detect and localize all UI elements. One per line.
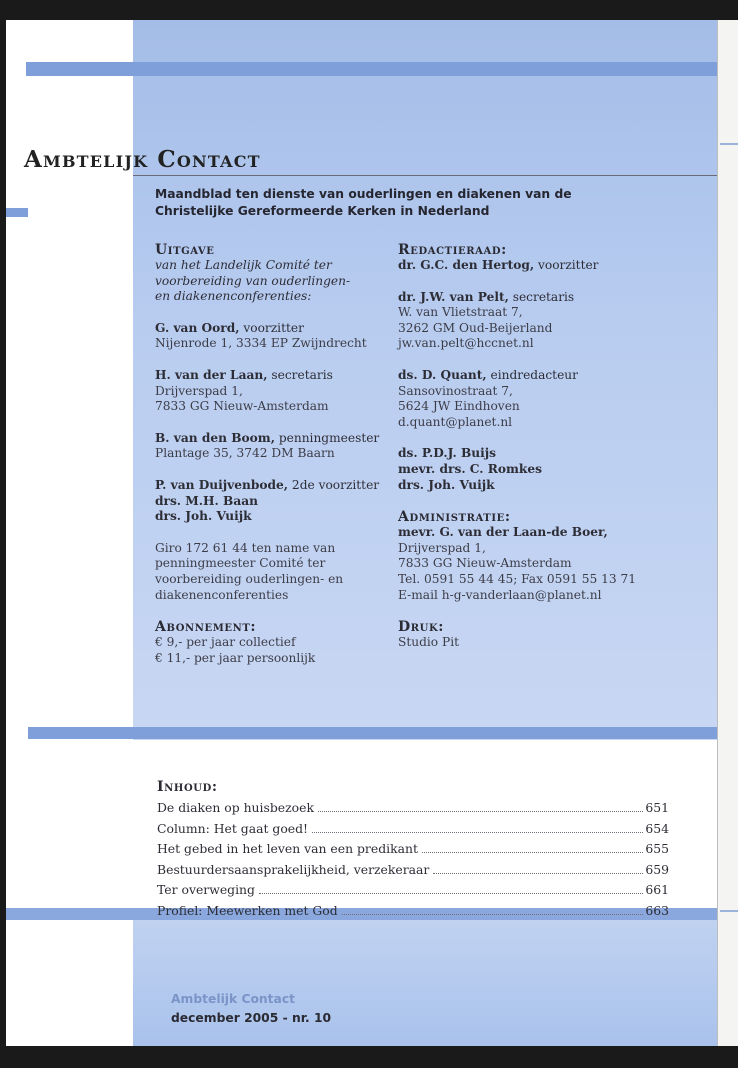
table-of-contents bbox=[157, 779, 669, 921]
toc-row[interactable] bbox=[157, 901, 669, 922]
toc-page: 659 bbox=[645, 861, 669, 877]
member-address: Drijverspad 1, bbox=[155, 383, 243, 398]
toc-row[interactable] bbox=[157, 819, 669, 840]
committee-group bbox=[155, 478, 405, 525]
abonnement-line: € 11,- per jaar persoonlijk bbox=[155, 650, 316, 665]
decorative-band-top bbox=[26, 62, 717, 76]
member-name: drs. Joh. Vuijk bbox=[155, 509, 252, 524]
toc-leader bbox=[433, 873, 643, 874]
toc-leader bbox=[342, 914, 644, 915]
toc-title: Profiel: Meewerken met God bbox=[157, 902, 338, 918]
editor-name: drs. Joh. Vuijk bbox=[398, 477, 495, 492]
editor-role: eindredacteur bbox=[486, 367, 578, 382]
abonnement-line: € 9,- per jaar collectief bbox=[155, 635, 296, 650]
toc-leader bbox=[259, 893, 643, 894]
scan-border-top bbox=[0, 0, 738, 20]
administratie-heading: Administratie: bbox=[398, 509, 511, 526]
toc-page: 661 bbox=[645, 882, 669, 897]
editor-email: d.quant@planet.nl bbox=[398, 414, 513, 429]
member-role: penningmeester bbox=[274, 430, 380, 445]
druk-heading: Druk: bbox=[398, 619, 445, 636]
editor-entry bbox=[398, 368, 708, 430]
toc-title: Het gebed in het leven van een predikant bbox=[157, 841, 418, 856]
editor-address: Sansovinostraat 7, bbox=[398, 383, 513, 398]
toc-leader bbox=[422, 852, 643, 853]
editor-name: dr. G.C. den Hertog, bbox=[398, 258, 535, 272]
toc-page: 651 bbox=[645, 800, 669, 815]
editor-role: secretaris bbox=[508, 289, 575, 304]
member-name: H. van der Laan, bbox=[155, 367, 268, 382]
redactieraad-heading: Redactieraad: bbox=[398, 242, 507, 258]
toc-leader bbox=[318, 811, 643, 812]
uitgave-intro bbox=[155, 258, 405, 305]
administratie-email: E-mail h-g-vanderlaan@planet.nl bbox=[398, 587, 602, 602]
giro-line: diakenenconferenties bbox=[155, 587, 289, 602]
toc-page: 655 bbox=[645, 841, 669, 856]
toc-page: 654 bbox=[645, 820, 669, 836]
masthead-subtitle bbox=[155, 186, 695, 220]
abonnement-heading: Abonnement: bbox=[155, 619, 257, 636]
administratie-name: mevr. G. van der Laan-de Boer, bbox=[398, 525, 608, 540]
druk-text: Studio Pit bbox=[398, 635, 460, 650]
editor-members bbox=[398, 446, 708, 493]
toc-row[interactable] bbox=[157, 839, 669, 860]
next-page-edge-mark bbox=[720, 910, 738, 912]
member-name: B. van den Boom, bbox=[155, 430, 275, 445]
masthead-rule bbox=[133, 175, 717, 176]
toc-row[interactable] bbox=[157, 860, 669, 881]
decorative-left-tab bbox=[6, 208, 28, 217]
colophon-left-column bbox=[155, 242, 405, 666]
editor-email: jw.van.pelt@hccnet.nl bbox=[398, 336, 534, 351]
editor-role: voorzitter bbox=[534, 258, 599, 272]
member-address: Plantage 35, 3742 DM Baarn bbox=[155, 446, 335, 461]
committee-member bbox=[155, 321, 405, 352]
member-name: P. van Duijvenbode, bbox=[155, 477, 289, 492]
scan-border-bottom bbox=[0, 1046, 738, 1068]
uitgave-intro-line: voorbereiding van ouderlingen- bbox=[155, 273, 351, 288]
member-name: G. van Oord, bbox=[155, 320, 240, 335]
toc-page: 663 bbox=[645, 902, 669, 918]
inhoud-heading: Inhoud: bbox=[157, 779, 218, 795]
giro-line: voorbereiding ouderlingen- en bbox=[155, 571, 344, 586]
editor-address: 5624 JW Eindhoven bbox=[398, 399, 520, 414]
next-page-edge bbox=[717, 20, 738, 1046]
toc-title: Column: Het gaat goed! bbox=[157, 820, 309, 836]
administratie-address: 7833 GG Nieuw-Amsterdam bbox=[398, 556, 572, 571]
toc-leader bbox=[312, 832, 643, 833]
editor-name: mevr. drs. C. Romkes bbox=[398, 461, 542, 476]
uitgave-intro-line: en diakenenconferenties: bbox=[155, 289, 312, 304]
giro-info bbox=[155, 541, 405, 603]
footer-issue: december 2005 - nr. 10 bbox=[171, 1011, 332, 1025]
editor-name: ds. D. Quant, bbox=[398, 367, 487, 382]
issue-footer bbox=[171, 990, 471, 1028]
subtitle-line: Maandblad ten dienste van ouderlingen en diakenen van de bbox=[155, 187, 572, 201]
editor-name: ds. P.D.J. Buijs bbox=[398, 446, 497, 461]
colophon-right-column bbox=[398, 242, 708, 651]
giro-line: Giro 172 61 44 ten name van bbox=[155, 540, 336, 555]
member-address: Nijenrode 1, 3334 EP Zwijndrecht bbox=[155, 336, 367, 351]
toc-title: De diaken op huisbezoek bbox=[157, 800, 314, 815]
editor-name: dr. J.W. van Pelt, bbox=[398, 289, 509, 304]
toc-row[interactable] bbox=[157, 880, 669, 901]
administratie-address: Drijverspad 1, bbox=[398, 540, 486, 555]
footer-title: Ambtelijk Contact bbox=[171, 992, 296, 1006]
committee-member bbox=[155, 368, 405, 415]
uitgave-heading: Uitgave bbox=[155, 242, 215, 258]
toc-title: Ter overweging bbox=[157, 882, 255, 897]
toc-row[interactable] bbox=[157, 798, 669, 819]
toc-title: Bestuurdersaansprakelijkheid, verzekeraar bbox=[157, 861, 430, 877]
member-role: 2de voorzitter bbox=[288, 477, 380, 492]
member-role: secretaris bbox=[267, 367, 333, 382]
member-address: 7833 GG Nieuw-Amsterdam bbox=[155, 399, 329, 414]
editor-address: 3262 GM Oud-Beijerland bbox=[398, 320, 553, 335]
giro-line: penningmeester Comité ter bbox=[155, 556, 326, 571]
uitgave-intro-line: van het Landelijk Comité ter bbox=[155, 258, 332, 272]
masthead-title: Ambtelijk Contact bbox=[24, 146, 261, 173]
administratie-phone: Tel. 0591 55 44 45; Fax 0591 55 13 71 bbox=[398, 571, 636, 586]
member-name: drs. M.H. Baan bbox=[155, 493, 258, 508]
editor-entry bbox=[398, 290, 708, 352]
next-page-edge-mark bbox=[720, 143, 738, 145]
editor-address: W. van Vlietstraat 7, bbox=[398, 305, 523, 320]
decorative-band-middle bbox=[28, 727, 717, 739]
member-role: voorzitter bbox=[239, 320, 304, 335]
subtitle-line: Christelijke Gereformeerde Kerken in Nederland bbox=[155, 204, 490, 218]
committee-member bbox=[155, 431, 405, 462]
